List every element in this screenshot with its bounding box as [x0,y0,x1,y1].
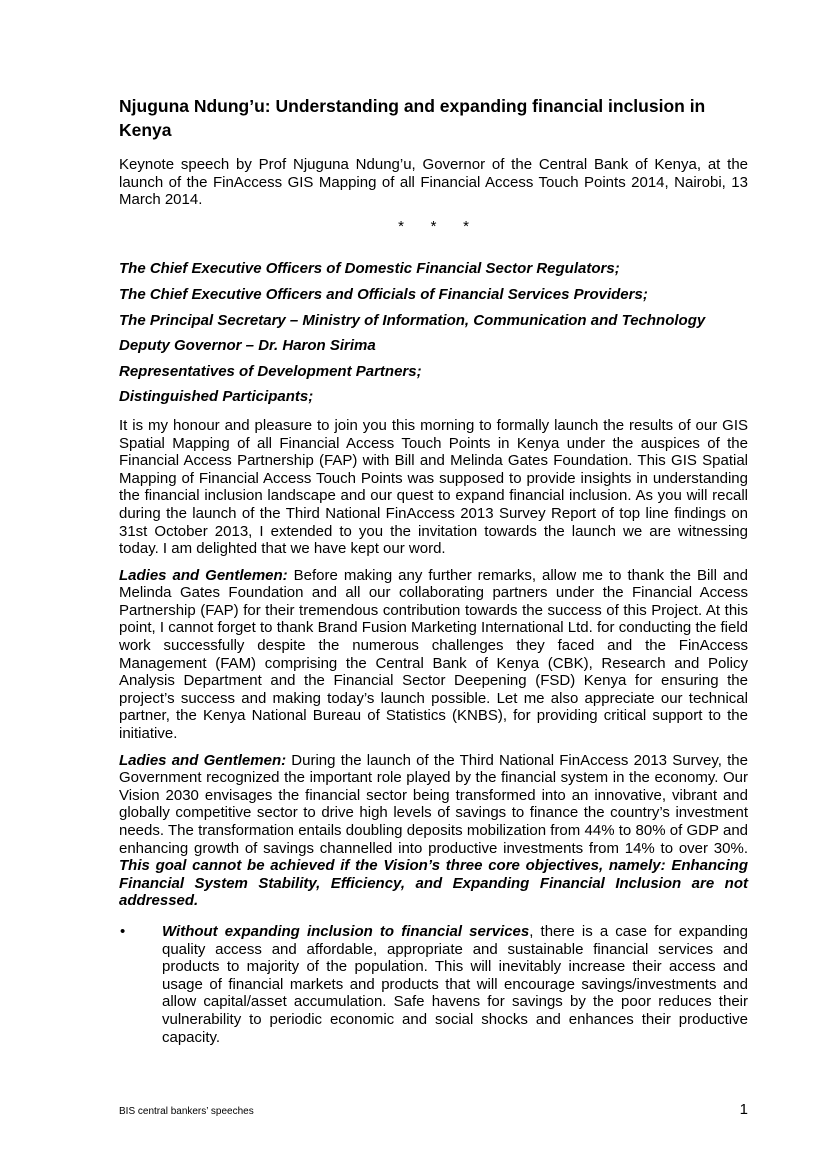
footer-page-number: 1 [739,1101,748,1118]
paragraph-vision [119,752,748,910]
paragraph-vision-emphasis: This goal cannot be achieved if the Vision’s three core objectives, namely: Enhancing Financial System Stability, Efficiency, and Expanding Financial Inclusion are not addressed. [119,857,748,910]
salutation-line: Deputy Governor – Dr. Haron Sirima [119,337,376,355]
bullet-icon: • [120,922,126,940]
salutation-line: Distinguished Participants; [119,388,314,406]
bullet-lead: Without expanding inclusion to financial services [162,922,530,940]
paragraph-vision-text: During the launch of the Third National FinAccess 2013 Survey, the Government recognized the important role played by the financial system in the economy. Our Vision 2030 envisages the financial sector being transformed into an innovative, vibrant and globally competitive sector to drive high levels of savings to finance the country’s investment needs. The transformation entails doubling deposits mobilization from 44% to 80% of GDP and enhancing growth of savings channelled into productive investments from 14% to over 30%. [119,751,748,857]
salutation-line: The Chief Executive Officers of Domestic Financial Sector Regulators; [119,260,620,278]
document-title: Njuguna Ndung’u: Understanding and expanding financial inclusion in Kenya [119,96,706,140]
ladies-gentlemen-lead: Ladies and Gentlemen: [119,751,287,769]
paragraph-intro: It is my honour and pleasure to join you this morning to formally launch the results of our GIS Spatial Mapping of all Financial Access Touch Points in Kenya under the auspices of the Financial Access Partnership (FAP) with Bill and Melinda Gates Foundation. This GIS Spatial Mapping of Financial Access Touch Points was supposed to provide insights in understanding the financial inclusion landscape and our quest to expand financial inclusion. As you will recall during the launch of the Third National FinAccess 2013 Survey Report of top line findings on 31st October 2013, I extended to you the invitation towards the launch we are witnessing today. I am delighted that we have kept our word. [119,416,748,558]
salutation-line: Representatives of Development Partners; [119,362,422,380]
speech-byline: Keynote speech by Prof Njuguna Ndung’u, Governor of the Central Bank of Kenya, at the launch of the FinAccess GIS Mapping of all Financial Access Touch Points 2014, Nairobi, 13 March 2014. [119,156,748,209]
footer-publication: BIS central bankers’ speeches [119,1106,254,1117]
separator-stars: * * * [398,217,469,235]
paragraph-thanks-text: Before making any further remarks, allow me to thank the Bill and Melinda Gates Foundation and all our collaborating partners under the Financial Access Partnership (FAP) for their tremendous contribution towards the success of this Project. At this point, I cannot forget to thank Brand Fusion Marketing International Ltd. for conducting the field work successfully despite the numerous challenges they faced and the FinAccess Management (FAM) comprising the Central Bank of Kenya (CBK), Research and Policy Analysis Department and the Financial Sector Deepening (FSD) Kenya for ensuring the project’s success and making today’s launch possible. Let me also appreciate our technical partner, the Kenya National Bureau of Statistics (KNBS), for providing critical support to the initiative. [119,566,748,743]
bullet-text: , there is a case for expanding quality access and affordable, appropriate and sustainable financial services and products to majority of the population. This will inevitably increase their access and usage of financial markets and products that will encourage savings/investments and allow capital/asset accumulation. Safe havens for savings by the poor reduces their vulnerability to periodic economic and social shocks and enhances their productive capacity. [162,922,748,1046]
document-content [119,94,748,1046]
salutation-line: The Chief Executive Officers and Officials of Financial Services Providers; [119,285,648,303]
paragraph-thanks [119,567,748,743]
bullet-list [119,923,748,1046]
ladies-gentlemen-lead: Ladies and Gentlemen: [119,566,288,584]
salutation-line: The Principal Secretary – Ministry of Information, Communication and Technology [119,311,706,329]
bullet-item [119,923,748,1046]
page-footer [119,1103,748,1119]
salutation-block [119,260,748,414]
